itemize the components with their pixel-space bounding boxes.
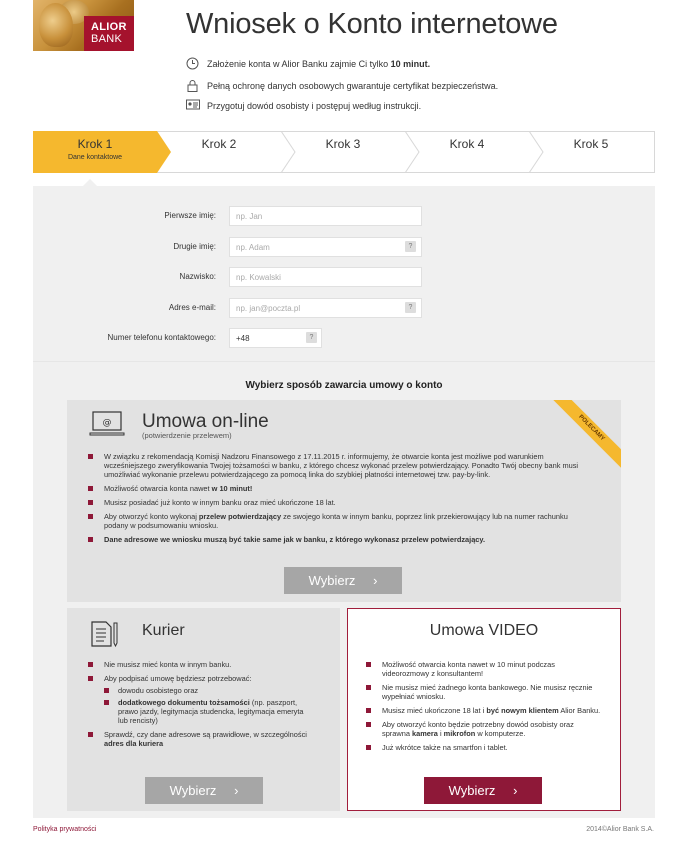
courier-benefit-2 — [88, 674, 310, 725]
svg-text:@: @ — [102, 418, 112, 428]
logo-brand-box — [84, 16, 134, 51]
privacy-policy-link[interactable]: Polityka prywatności — [33, 826, 97, 833]
email-label: Adres e-mail: — [168, 303, 216, 312]
phone-input[interactable]: +48 — [229, 328, 322, 348]
online-chevron-right-icon: › — [373, 573, 378, 588]
courier-req-2-bold: dodatkowego dokumentu tożsamości — [118, 698, 250, 707]
courier-benefit-1 — [88, 660, 310, 669]
video-benefit-1 — [366, 660, 602, 678]
online-benefit-2-bold: w 10 minut! — [211, 484, 253, 493]
id-card-icon — [186, 99, 199, 112]
page-title: Wniosek o Konto internetowe — [186, 8, 558, 40]
courier-choose-button[interactable] — [145, 777, 263, 804]
video-benefit-4-pre: Aby otworzyć konto będzie potrzebny dowód osobisty oraz sprawna — [382, 720, 574, 738]
online-choose-label: Wybierz — [308, 573, 356, 588]
email-help-icon[interactable]: ? — [405, 302, 416, 313]
clock-icon — [186, 57, 199, 70]
video-benefit-5 — [366, 743, 602, 752]
video-choose-button[interactable] — [424, 777, 542, 804]
courier-requirements-list — [104, 686, 310, 725]
second-name-input[interactable]: np. Adam — [229, 237, 422, 257]
online-benefit-2 — [88, 484, 588, 493]
alior-bank-logo[interactable] — [33, 0, 134, 51]
first-name-input[interactable]: np. Jan — [229, 206, 422, 226]
online-benefit-1 — [88, 452, 588, 479]
online-benefit-3 — [88, 498, 588, 507]
info-security — [186, 79, 498, 92]
info-time-bold: 10 minut. — [390, 58, 431, 69]
online-benefit-4-pre: Aby otworzyć konto wykonaj — [104, 512, 197, 521]
online-benefit-3-text: Musisz posiadać już konto w innym banku oraz mieć ukończone 18 lat. — [104, 498, 336, 507]
courier-benefits-list — [88, 660, 310, 753]
info-security-text: Pełną ochronę danych osobowych gwarantuje certyfikat bezpieczeństwa. — [207, 80, 499, 91]
computer-icon — [89, 410, 125, 443]
courier-req-1-text: dowodu osobistego oraz — [118, 686, 199, 695]
courier-benefit-3 — [88, 730, 310, 748]
step-pointer — [82, 179, 98, 187]
video-benefit-4-bold2: mikrofon — [443, 729, 476, 738]
video-benefit-3-pre: Musisz mieć ukończone 18 lat i — [382, 706, 485, 715]
first-name-label: Pierwsze imię: — [164, 211, 216, 220]
info-id-text: Przygotuj dowód osobisty i postępuj według instrukcji. — [207, 100, 422, 111]
video-benefits-list — [366, 660, 602, 757]
video-benefit-3-bold: być nowym klientem — [486, 706, 559, 715]
courier-req-2 — [104, 698, 310, 725]
email-input[interactable]: np. jan@poczta.pl — [229, 298, 422, 318]
logo-head-image — [39, 3, 73, 47]
video-benefit-5-text: Już wkrótce także na smartfon i tablet. — [382, 743, 508, 752]
logo-line1: ALIOR — [91, 21, 127, 33]
step-1-label: Krok 1 — [77, 137, 113, 151]
online-benefit-5-bold: Dane adresowe we wniosku muszą być takie same jak w banku, z którego wykonasz przelew potwierdzający. — [104, 535, 486, 544]
courier-chevron-right-icon: › — [234, 783, 239, 798]
choose-method-title: Wybierz sposób zawarcia umowy o konto — [245, 380, 443, 391]
info-time — [186, 57, 430, 70]
online-title: Umowa on-line — [142, 411, 269, 432]
courier-req-2-text: (np. paszport, prawo jazdy, legitymacja studencka, legitymacja emeryta lub rencisty) — [118, 698, 304, 725]
online-benefit-4 — [88, 512, 588, 530]
video-benefit-3-post: Alior Banku. — [560, 706, 601, 715]
courier-benefit-3-text: Sprawdź, czy dane adresowe są prawidłowe, w szczególności — [104, 730, 307, 739]
courier-choose-label: Wybierz — [169, 783, 217, 798]
lock-icon — [186, 79, 199, 92]
video-benefit-4-mid: i — [439, 729, 442, 738]
video-title: Umowa VIDEO — [429, 622, 539, 639]
surname-label: Nazwisko: — [179, 272, 216, 281]
second-name-label: Drugie imię: — [173, 242, 216, 251]
courier-req-1 — [104, 686, 310, 695]
online-benefit-4-post: ze swojego konta w innym banku, poprzez link przekierowujący lub na numer rachunku podany w podsumowaniu wniosku. — [104, 512, 568, 530]
video-choose-label: Wybierz — [448, 783, 496, 798]
courier-benefit-1-text: Nie musisz mieć konta w innym banku. — [104, 660, 232, 669]
online-benefit-2-text: Możliwość otwarcia konta nawet — [104, 484, 210, 493]
phone-label: Numer telefonu kontaktowego: — [107, 333, 216, 342]
online-subtitle: (potwierdzenie przelewem) — [142, 431, 232, 440]
video-benefit-4-bold1: kamera — [412, 729, 438, 738]
phone-help-icon[interactable]: ? — [306, 332, 317, 343]
online-choose-button[interactable] — [284, 567, 402, 594]
info-id — [186, 99, 421, 112]
recommended-badge: POLECAMY — [548, 400, 621, 470]
video-benefit-2 — [366, 683, 602, 701]
copyright: 2014©Alior Bank S.A. — [586, 826, 654, 833]
video-benefit-4-post: w komputerze. — [477, 729, 526, 738]
video-chevron-right-icon: › — [513, 783, 518, 798]
online-benefits-list — [88, 452, 588, 549]
step-1[interactable] — [33, 131, 157, 173]
step-3: Krok 3 — [325, 137, 361, 151]
step-4: Krok 4 — [449, 137, 485, 151]
divider — [33, 361, 655, 362]
steps-bar — [33, 131, 655, 173]
step-5: Krok 5 — [573, 137, 609, 151]
step-1-sub: Dane kontaktowe — [67, 154, 123, 161]
courier-title: Kurier — [142, 622, 185, 639]
second-name-help-icon[interactable]: ? — [405, 241, 416, 252]
logo-line2: BANK — [91, 33, 123, 45]
info-time-text: Założenie konta w Alior Banku zajmie Ci tylko — [207, 58, 389, 69]
courier-benefit-2-text: Aby podpisać umowę będziesz potrzebować: — [104, 674, 252, 683]
courier-benefit-3-bold: adres dla kuriera — [104, 739, 164, 748]
video-benefit-2-text: Nie musisz mieć żadnego konta bankowego. Nie musisz ręcznie wypełniać wniosku. — [382, 683, 593, 701]
surname-input[interactable]: np. Kowalski — [229, 267, 422, 287]
step-2: Krok 2 — [201, 137, 237, 151]
video-benefit-1-text: Możliwość otwarcia konta nawet w 10 minut podczas videorozmowy z konsultantem! — [382, 660, 555, 678]
online-benefit-1-text: W związku z rekomendacją Komisji Nadzoru Finansowego z 17.11.2015 r. informujemy, że otwarcie konta jest możliwe pod warunkiem wcześniejszego zweryfikowania Twojej tożsamości w banku, z którego chcesz wykonać przelew potwierdzający. Ponadto Twój obecny bank musi umożliwiać wykonanie przelewu potwierdzającego za pomocą linka do szybkiej płatności internetowej tzw. pay-by-link. — [104, 452, 579, 479]
video-benefit-3 — [366, 706, 602, 715]
video-benefit-4 — [366, 720, 602, 738]
online-benefit-4-bold: przelew potwierdzający — [198, 512, 282, 521]
online-benefit-5 — [88, 535, 588, 544]
document-pen-icon — [89, 620, 119, 653]
